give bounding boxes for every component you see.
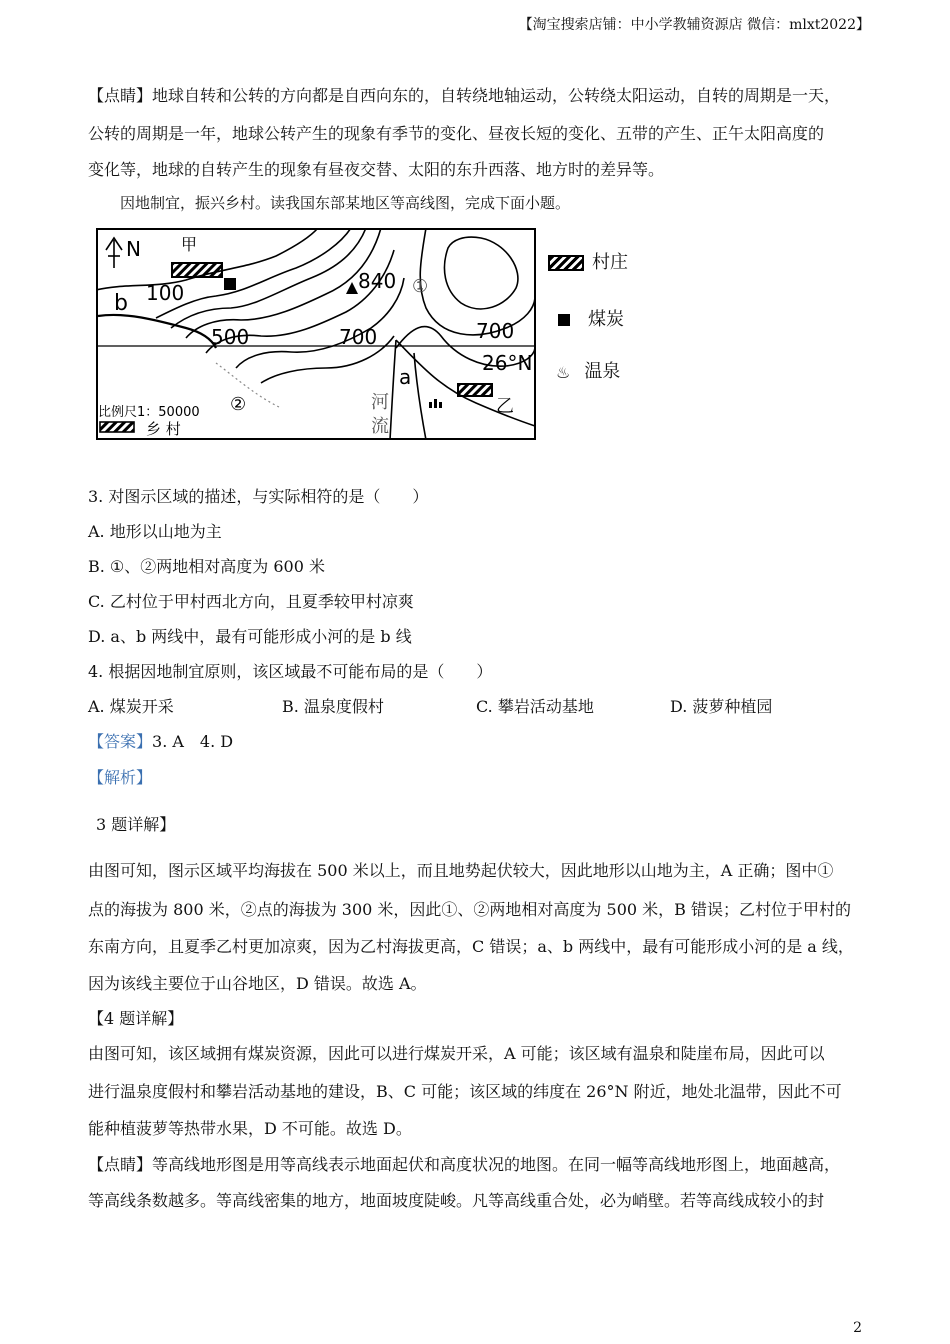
point-tag: 【点睛】 (88, 1155, 153, 1174)
point-tag: 【点睛】 (88, 86, 153, 105)
village-jia-label: 甲 (181, 235, 198, 254)
legend-village-label: 村庄 (592, 252, 628, 273)
legend-village (548, 248, 628, 274)
contour-label-700: 700 (339, 325, 378, 349)
detail-text-line: 东南方向，且夏季乙村更加凉爽，因为乙村海拔更高，C 错误；a、b 两线中，最有可能形成小河的是 a 线， (88, 937, 854, 956)
option-a: A. 地形以山地为主 (88, 522, 222, 541)
contour-label-700: 700 (476, 319, 515, 343)
latitude-label: 26°N (482, 351, 533, 375)
point-text-line: 等高线地形图是用等高线表示地面起伏和高度状况的地图。在同一幅等高线地形图上，地面越高， (152, 1155, 841, 1174)
option-b: B. 温泉度假村 (282, 697, 384, 716)
legend-spring (548, 357, 620, 383)
point-text-line: 等高线条数越多。等高线密集的地方，地面坡度陡峻。凡等高线重合处，必为峭壁。若等高线成较小的封 (88, 1191, 825, 1210)
detail-text-line: 由图可知，该区域拥有煤炭资源，因此可以进行煤炭开采，A 可能；该区域有温泉和陡崖布局，因此可以 (88, 1044, 825, 1063)
detail-3-title: 3 题详解】 (96, 815, 176, 834)
point-1-label: ① (412, 276, 429, 297)
village-yi-symbol (458, 384, 492, 396)
page-header: 【淘宝搜索店铺：中小学教辅资源店 微信：mlxt2022】 (518, 17, 870, 33)
option-d: D. 菠萝种植园 (670, 697, 773, 716)
line-a-label: a (399, 365, 412, 389)
point-text-line: 公转的周期是一年，地球公转产生的现象有季节的变化、昼夜长短的变化、五带的产生、正午太阳高度的 (88, 124, 825, 143)
point-text-line: 地球自转和公转的方向都是自西向东的，自转绕地轴运动，公转绕太阳运动，自转的周期是一天， (152, 86, 841, 105)
coal-icon (558, 314, 570, 326)
line-b-label: b (114, 291, 128, 316)
point-text-line: 变化等，地球的自转产生的现象有昼夜交替、太阳的东升西落、地方时的差异等。 (88, 160, 665, 179)
coal-symbol (224, 278, 236, 290)
detail-text-line: 因为该线主要位于山谷地区，D 错误。故选 A。 (88, 974, 427, 993)
point-paragraph-1 (88, 83, 840, 106)
village-legend-label: 乡 村 (146, 420, 181, 438)
north-label: N (126, 237, 141, 261)
option-a: A. 煤炭开采 (88, 697, 174, 716)
answer-tag: 【答案】 (88, 732, 153, 751)
detail-text-line: 点的海拔为 800 米，②点的海拔为 300 米，因此①、②两地相对高度为 500 米，B 错误；乙村位于甲村的 (88, 900, 851, 919)
option-d: D. a、b 两线中，最有可能形成小河的是 b 线 (88, 627, 412, 646)
peak-elevation: 840 (358, 269, 397, 293)
river-label: 流 (371, 416, 389, 437)
detail-4-title: 【4 题详解】 (88, 1009, 184, 1028)
point-paragraph-2 (88, 1152, 840, 1175)
detail-text-line: 进行温泉度假村和攀岩活动基地的建设，B、C 可能；该区域的纬度在 26°N 附近，地处北温带，因此不可 (88, 1082, 842, 1101)
contour-map (96, 228, 536, 440)
contour-label-500: 500 (211, 325, 250, 349)
hot-spring-icon: ♨ (556, 362, 571, 382)
option-c: C. 乙村位于甲村西北方向，且夏季较甲村凉爽 (88, 592, 414, 611)
contour-label-100: 100 (146, 281, 185, 305)
scale-label: 比例尺1：50000 (98, 405, 200, 420)
page-number: 2 (853, 1320, 862, 1336)
detail-text-line: 能种植菠萝等热带水果，D 不可能。故选 D。 (88, 1119, 412, 1138)
village-yi-label: 乙 (496, 396, 514, 417)
village-icon (548, 255, 584, 271)
legend-spring-label: 温泉 (584, 361, 621, 382)
legend-coal (548, 305, 624, 331)
question-3-stem: 3. 对图示区域的描述，与实际相符的是（ ） (88, 487, 429, 506)
detail-text-line: 由图可知，图示区域平均海拔在 500 米以上，而且地势起伏较大，因此地形以山地为主，A 正确；图中① (88, 861, 834, 880)
legend-coal-label: 煤炭 (588, 309, 624, 330)
intro-text: 因地制宜，振兴乡村。读我国东部某地区等高线图，完成下面小题。 (120, 194, 571, 212)
point-2-label: ② (230, 394, 247, 415)
village-jia-symbol (172, 263, 222, 277)
option-c: C. 攀岩活动基地 (476, 697, 594, 716)
river-label: 河 (371, 392, 389, 413)
answer (88, 729, 233, 752)
question-4-stem: 4. 根据因地制宜原则，该区域最不可能布局的是（ ） (88, 662, 493, 681)
village-legend-symbol (100, 422, 134, 432)
answer-text: 3. A 4. D (152, 732, 234, 751)
option-b: B. ①、②两地相对高度为 600 米 (88, 557, 325, 576)
analysis-tag: 【解析】 (88, 768, 153, 787)
